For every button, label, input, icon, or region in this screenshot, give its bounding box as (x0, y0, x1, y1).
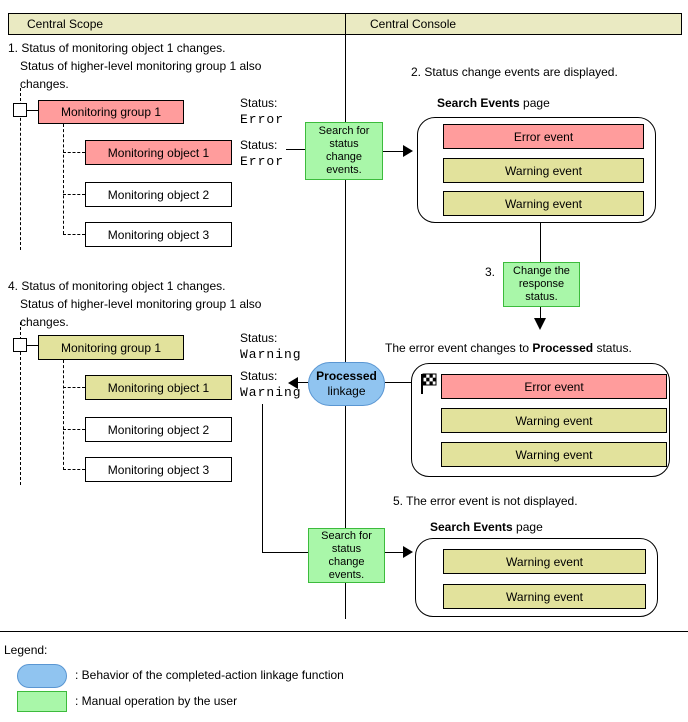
tree1-object2-label: Monitoring object 2 (107, 187, 210, 202)
tree2-group-box (38, 335, 184, 360)
tree2-object3-label: Monitoring object 3 (107, 462, 210, 477)
event-label: Warning event (506, 554, 583, 569)
event-label: Error event (524, 379, 584, 394)
tree2-object3-box (85, 457, 232, 482)
action2-line4: events. (328, 568, 365, 581)
page-title2-rest: page (512, 520, 543, 534)
processed-title-pre: The error event changes to (385, 341, 533, 355)
step1-caption-line2: Status of higher-level monitoring group 1 also (20, 59, 262, 73)
tree2-connector1 (63, 387, 85, 388)
step5-caption: 5. The error event is not displayed. (393, 494, 578, 508)
tree2-object2-label: Monitoring object 2 (107, 422, 210, 437)
action2-arrow-shaft (385, 552, 404, 553)
tree2-root-link-line (27, 345, 38, 346)
processed-title-bold: Processed (532, 341, 594, 355)
legend-linkage-text: : Behavior of the completed-action linkage function (75, 668, 344, 682)
tree2-object-status-value: Warning (240, 385, 302, 400)
status-to-action-line (286, 149, 305, 150)
search-events-action-box-1 (305, 122, 383, 180)
action2-line1: Search for (321, 529, 372, 542)
tree1-connector2 (63, 194, 85, 195)
processed-events-panel (411, 363, 670, 477)
legend-title: Legend: (4, 643, 48, 657)
event-row (443, 191, 644, 216)
tree1-group-box (38, 100, 184, 124)
event-row (441, 442, 667, 467)
event-label: Error event (513, 129, 574, 144)
event-label: Warning event (505, 196, 582, 211)
action2-line2: status (331, 542, 362, 555)
action1-line3: change (325, 151, 363, 163)
header-central-console-label: Central Console (370, 17, 457, 31)
search-events-page-panel-1 (417, 117, 656, 223)
event-label: Warning event (506, 589, 583, 604)
tree1-object-status-value: Error (240, 154, 285, 169)
linkage-label-rest: linkage (327, 384, 366, 398)
page-title1-rest: page (519, 96, 550, 110)
checkered-flag-icon (419, 373, 437, 395)
event-label: Warning event (505, 163, 582, 178)
processed-linkage-ellipse (308, 362, 385, 406)
linkage-arrow-left-icon (288, 377, 298, 389)
linkage-label-bold: Processed (316, 369, 377, 383)
tree1-object2-box (85, 182, 232, 207)
event-row (443, 124, 644, 149)
legend-linkage-ellipse-icon (17, 664, 67, 688)
header-central-scope-label: Central Scope (27, 17, 104, 31)
status-elbow-vertical-line (262, 404, 263, 552)
tree2-object1-box (85, 375, 232, 400)
tree1-group-label: Monitoring group 1 (60, 105, 162, 119)
action1-line4: events. (326, 164, 362, 176)
event-row (443, 158, 644, 183)
tree1-connector1 (63, 152, 85, 153)
tree2-object2-box (85, 417, 232, 442)
step1-caption-line1: 1. Status of monitoring object 1 changes. (8, 41, 226, 55)
search-events-action-box-2 (308, 528, 385, 583)
tree1-object-status-label: Status: (240, 138, 278, 152)
search-events-page-title-1 (437, 96, 550, 110)
step4-caption-line1: 4. Status of monitoring object 1 changes. (8, 279, 226, 293)
tree1-branch-dashed-line (63, 124, 64, 234)
tree1-object1-label: Monitoring object 1 (107, 145, 210, 160)
action3-line2: response (518, 278, 565, 290)
tree1-object3-box (85, 222, 232, 247)
tree2-group-status-label: Status: (240, 331, 278, 345)
event-label: Warning event (515, 413, 593, 428)
action3-line1: Change the (513, 265, 570, 277)
header-central-console (346, 13, 682, 35)
step4-caption-line3: changes. (20, 315, 69, 329)
tree1-group-status-label: Status: (240, 96, 278, 110)
action2-line3: change (328, 555, 365, 568)
event-label: Warning event (515, 447, 593, 462)
tree2-object-status-label: Status: (240, 369, 278, 383)
page-title1-bold: Search Events (437, 96, 520, 110)
tree2-group-status-value: Warning (240, 347, 302, 362)
action1-arrow-right-icon (403, 145, 413, 157)
tree1-group-status-value: Error (240, 112, 285, 127)
tree1-object1-box (85, 140, 232, 165)
event-row (443, 549, 646, 574)
action3-line3: status. (525, 291, 558, 303)
tree1-connector3 (63, 234, 85, 235)
legend-manual-box-icon (17, 691, 67, 712)
tree2-connector3 (63, 469, 85, 470)
tree2-root-node (13, 338, 27, 352)
action1-arrow-shaft (383, 151, 404, 152)
search-events-page-panel-2 (415, 538, 658, 617)
change-response-status-action-box (503, 262, 580, 307)
action2-arrow-right-icon (403, 546, 413, 558)
processed-panel-title (385, 341, 632, 355)
page-title2-bold: Search Events (430, 520, 513, 534)
status-elbow-horizontal-line (262, 552, 308, 553)
linkage-arrow-shaft (297, 382, 308, 383)
action1-line1: Search for (318, 125, 370, 137)
legend-separator-line (0, 631, 688, 632)
step1-caption-line3: changes. (20, 77, 69, 91)
tree2-connector2 (63, 429, 85, 430)
tree1-root-link-line (27, 110, 38, 111)
step2-caption: 2. Status change events are displayed. (411, 65, 618, 79)
tree1-object3-label: Monitoring object 3 (107, 227, 210, 242)
tree2-branch-dashed-line (63, 360, 64, 470)
event-row (441, 408, 667, 433)
action1-line2: status (329, 138, 359, 150)
processed-title-post: status. (593, 341, 632, 355)
tree2-object1-label: Monitoring object 1 (107, 380, 210, 395)
step3-number: 3. (485, 265, 496, 279)
event-row (443, 584, 646, 609)
step4-caption-line2: Status of higher-level monitoring group 1 also (20, 297, 262, 311)
header-central-scope (8, 13, 346, 35)
linkage-to-panel-line (385, 382, 411, 383)
tree1-root-node (13, 103, 27, 117)
event-row (441, 374, 667, 399)
search-events-page-title-2 (430, 520, 543, 534)
tree2-group-label: Monitoring group 1 (60, 340, 162, 355)
action3-arrow-down-icon (534, 318, 546, 330)
legend-manual-text: : Manual operation by the user (75, 694, 238, 708)
